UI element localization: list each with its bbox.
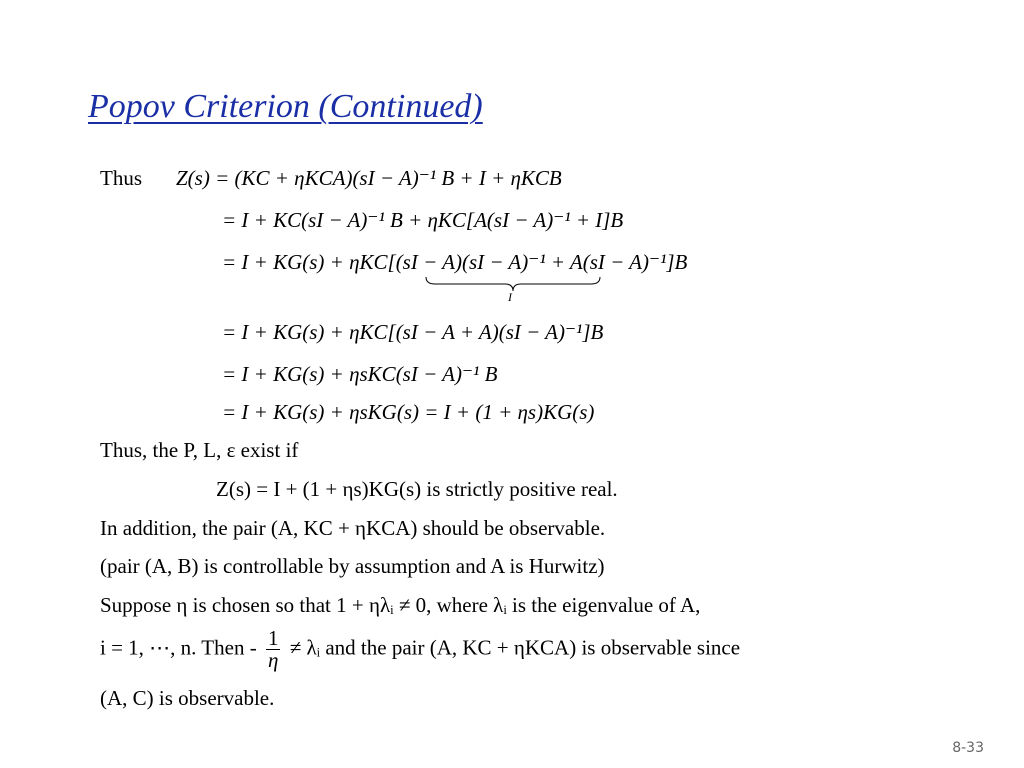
equation-line-6: = I + KG(s) + ηsKG(s) = I + (1 + ηs)KG(s)	[222, 400, 595, 424]
fraction-one-over-eta	[266, 628, 281, 671]
equation-line-2: = I + KC(sI − A)⁻¹ B + ηKC[A(sI − A)⁻¹ + I]B	[222, 208, 624, 232]
text-line-7: (A, C) is observable.	[100, 686, 275, 710]
equation-line-4: = I + KG(s) + ηKC[(sI − A + A)(sI − A)⁻¹]B	[222, 320, 604, 344]
text-line-6-start: i = 1, ⋯, n. Then -	[100, 635, 257, 660]
text-line-5: Suppose η is chosen so that 1 + ηλᵢ ≠ 0, where λᵢ is the eigenvalue of A,	[100, 593, 701, 617]
page-number: 8-33	[952, 740, 984, 756]
fraction-denominator: η	[267, 648, 279, 672]
thus-label: Thus	[100, 166, 142, 190]
text-line-1: Thus, the P, L, ε exist if	[100, 438, 299, 462]
equation-line-5: = I + KG(s) + ηsKC(sI − A)⁻¹ B	[222, 362, 498, 386]
text-line-4: (pair (A, B) is controllable by assumption and A is Hurwitz)	[100, 554, 605, 578]
text-line-2: Z(s) = I + (1 + ηs)KG(s) is strictly positive real.	[216, 477, 618, 501]
text-line-3: In addition, the pair (A, KC + ηKCA) should be observable.	[100, 516, 606, 540]
underbrace-icon	[425, 276, 601, 292]
text-line-6-end: ≠ λᵢ and the pair (A, KC + ηKCA) is observable since	[289, 635, 741, 660]
underbrace-label: I	[508, 290, 512, 304]
fraction-numerator: 1	[267, 626, 279, 650]
equation-line-1: Z(s) = (KC + ηKCA)(sI − A)⁻¹ B + I + ηKCB	[176, 166, 562, 190]
slide-title: Popov Criterion (Continued)	[88, 88, 483, 125]
equation-line-3: = I + KG(s) + ηKC[(sI − A)(sI − A)⁻¹ + A(sI − A)⁻¹]B	[222, 250, 688, 274]
text-line-6	[100, 628, 740, 671]
